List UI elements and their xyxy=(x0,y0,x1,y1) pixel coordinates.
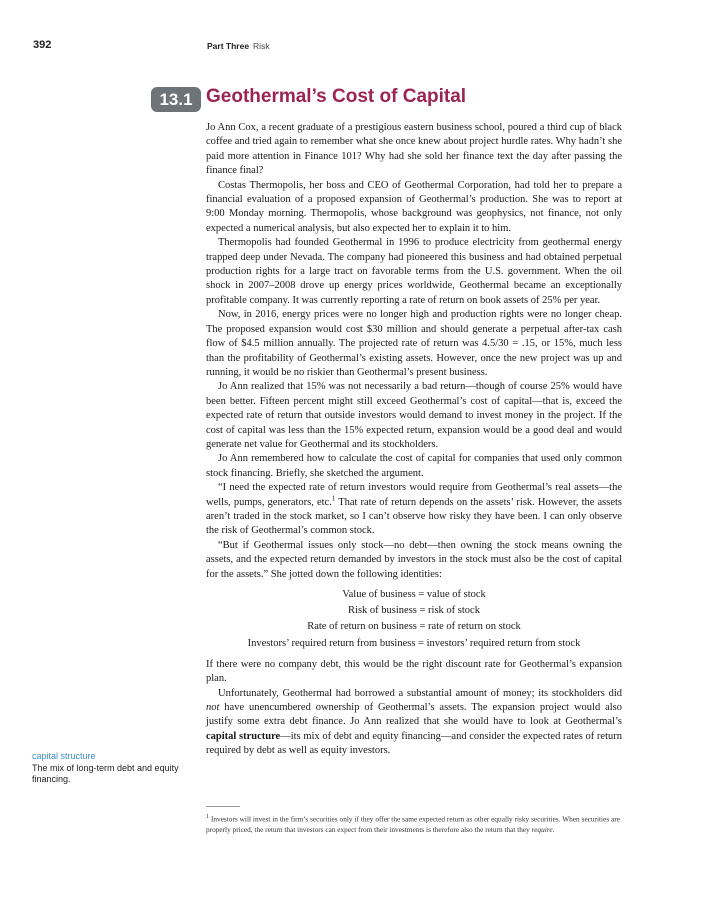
paragraph: Jo Ann Cox, a recent graduate of a prestigious eastern business school, poured a third cup of black coffee and tried again to remember what she once knew about project hurdle rates. Why hadn’t she paid more attention in Finance 101? Why had she sold her finance text the day after passing the finance final? xyxy=(206,122,622,177)
margin-glossary-note xyxy=(32,751,182,786)
final-paragraph xyxy=(206,687,622,759)
paragraph: Costas Thermopolis, her boss and CEO of Geothermal Corporation, had told her to prepare a financial evaluation of a proposed expansion of Geothermal’s production. She was to report at 9:00 Monday morning. Thermopolis, whose background was geophysics, not finance, not only expected a numerical analysis, but also expected her to explain it to him. xyxy=(206,179,622,234)
identity-line: Rate of return on business = rate of return on stock xyxy=(307,621,521,633)
paragraph: Jo Ann remembered how to calculate the cost of capital for companies that used only common stock financing. Briefly, she sketched the argument. xyxy=(206,453,622,479)
body-text xyxy=(206,121,622,759)
paragraph: If there were no company debt, this would be the right discount rate for Geothermal’s expansion plan. xyxy=(206,658,622,685)
glossary-term: capital structure xyxy=(32,751,96,761)
final-text-3: —its mix of debt and equity financing—and consider the expected rates of return required by debt as well as equity investors. xyxy=(206,730,622,757)
footnote-reference: 1 xyxy=(331,494,336,503)
footnote-text: Investors will invest in the firm’s securities only if they offer the same expected return as other equally risky securities. When securities are properly priced, the return that investors can expect from their investments is therefore also the return that they xyxy=(206,814,620,835)
footnote-number: 1 xyxy=(206,814,210,820)
paragraph: Thermopolis had founded Geothermal in 1996 to produce electricity from geothermal energy trapped deep under Nevada. The company had pioneered this business and had obtained perpetual production rights for a large tract on favorable terms from the U.S. government. When the oil shock in 2007–2008 drove up energy prices worldwide, Geothermal became an exceptionally profitable company. It was currently reporting a rate of return on book assets of 25% per year. xyxy=(206,237,622,306)
paragraph: Jo Ann realized that 15% was not necessarily a bad return—though of course 25% would have been better. Fifteen percent might still exceed Geothermal’s cost of capital—that is, exceed the expected rate of return that outside investors would demand to invest money in the project. If the cost of capital was less than the 15% expected return, expansion would be a good deal and would generate net value for Geothermal and its stockholders. xyxy=(206,381,622,450)
section-title: Geothermal’s Cost of Capital xyxy=(206,86,467,107)
running-head xyxy=(207,41,270,51)
quote-paragraph xyxy=(206,481,622,539)
footnote-emphasis: require. xyxy=(531,825,555,835)
section-number-badge: 13.1 xyxy=(151,87,201,112)
identity-line: Investors’ required return from business = investors’ required return from stock xyxy=(247,637,581,649)
footnote-divider xyxy=(206,806,240,807)
glossary-definition: The mix of long-term debt and equity financing. xyxy=(32,762,179,784)
quote-text: “I need the expected rate of return investors would require from Geothermal’s real assets—the wells, pumps, generators, etc. xyxy=(206,482,622,508)
running-head-part: Part Three xyxy=(207,41,250,51)
final-text-2: have unencumbered ownership of Geothermal’s assets. The expansion project would also justify some extra debt finance. Jo Ann realized that she would have to look at Geothermal’s xyxy=(206,702,622,728)
identities-block xyxy=(206,587,622,652)
emphasis-not: not xyxy=(206,702,220,714)
paragraph: Now, in 2016, energy prices were no longer high and production rights were no longer cheap. The proposed expansion would cost $30 million and should generate a perpetual after-tax cash flow of $4.5 million annually. The projected rate of return was 4.5/30 = .15, or 15%, much less than the profitability of Geothermal’s existing assets. However, once the new project was up and running, it would be no riskier than Geothermal’s present business. xyxy=(206,309,622,378)
identity-line: Value of business = value of stock xyxy=(342,589,486,600)
footnote xyxy=(206,812,620,835)
identity-line: Risk of business = risk of stock xyxy=(348,605,480,617)
page-number: 392 xyxy=(33,39,52,51)
quote-text-cont: That rate of return depends on the assets’ risk. However, the assets aren’t traded in the stock market, so I can’t observe how risky they have been. I can only observe the risk of Geothermal’s common stock. xyxy=(206,496,622,537)
key-term-capital-structure: capital structure xyxy=(206,730,281,742)
final-text-1: Unfortunately, Geothermal had borrowed a substantial amount of money; its stockholders did xyxy=(218,687,622,699)
paragraph: “But if Geothermal issues only stock—no debt—then owning the stock means owning the assets, and the expected return demanded by investors in the stock must also be the cost of capital for the assets.” She jotted down the following identities: xyxy=(206,539,622,580)
running-head-section: Risk xyxy=(253,41,270,51)
